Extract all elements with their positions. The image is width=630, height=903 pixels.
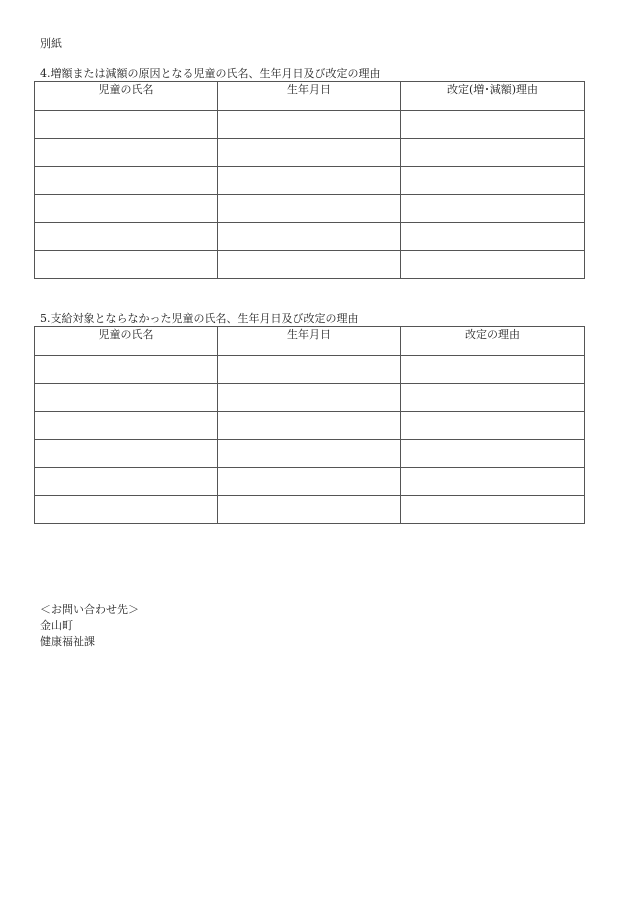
- child-name-cell: [35, 111, 218, 139]
- child-name-cell: [35, 384, 218, 412]
- birthdate-cell: [218, 384, 401, 412]
- table-row: [35, 223, 585, 251]
- birthdate-cell: [218, 223, 401, 251]
- child-name-cell: [35, 139, 218, 167]
- table-row: [35, 167, 585, 195]
- table-row: [35, 111, 585, 139]
- section-4-rows: [35, 111, 585, 279]
- child-name-cell: [35, 412, 218, 440]
- birthdate-cell: [218, 195, 401, 223]
- reason-cell: [401, 496, 585, 524]
- page-label: 別紙: [40, 37, 62, 50]
- child-name-cell: [35, 440, 218, 468]
- reason-cell: [401, 111, 585, 139]
- contact-block: [40, 602, 139, 650]
- reason-cell: [401, 356, 585, 384]
- section-4-table: [34, 81, 585, 279]
- table-row: [35, 468, 585, 496]
- reason-cell: [401, 440, 585, 468]
- birthdate-cell: [218, 468, 401, 496]
- table-header-row: [35, 327, 585, 356]
- reason-cell: [401, 384, 585, 412]
- column-header-birthdate: 生年月日: [218, 327, 401, 356]
- birthdate-cell: [218, 251, 401, 279]
- table-row: [35, 139, 585, 167]
- column-header-reason: 改定の理由: [401, 327, 585, 356]
- section-5-table: [34, 326, 585, 524]
- table-header-row: [35, 82, 585, 111]
- table-row: [35, 412, 585, 440]
- child-name-cell: [35, 167, 218, 195]
- section-5-rows: [35, 356, 585, 524]
- column-header-birthdate: 生年月日: [218, 82, 401, 111]
- contact-department: 健康福祉課: [40, 635, 95, 648]
- section-5-title: 5.支給対象とならなかった児童の氏名、生年月日及び改定の理由: [40, 312, 359, 325]
- table-row: [35, 356, 585, 384]
- birthdate-cell: [218, 496, 401, 524]
- birthdate-cell: [218, 139, 401, 167]
- contact-town: 金山町: [40, 619, 73, 632]
- child-name-cell: [35, 468, 218, 496]
- child-name-cell: [35, 356, 218, 384]
- reason-cell: [401, 412, 585, 440]
- birthdate-cell: [218, 412, 401, 440]
- child-name-cell: [35, 251, 218, 279]
- reason-cell: [401, 139, 585, 167]
- reason-cell: [401, 251, 585, 279]
- reason-cell: [401, 468, 585, 496]
- table-row: [35, 195, 585, 223]
- birthdate-cell: [218, 356, 401, 384]
- table-row: [35, 496, 585, 524]
- column-header-reason: 改定(増･減額)理由: [401, 82, 585, 111]
- child-name-cell: [35, 223, 218, 251]
- reason-cell: [401, 223, 585, 251]
- reason-cell: [401, 167, 585, 195]
- birthdate-cell: [218, 111, 401, 139]
- contact-heading: ＜お問い合わせ先＞: [40, 603, 139, 616]
- birthdate-cell: [218, 167, 401, 195]
- child-name-cell: [35, 496, 218, 524]
- table-row: [35, 384, 585, 412]
- child-name-cell: [35, 195, 218, 223]
- column-header-child-name: 児童の氏名: [35, 327, 218, 356]
- reason-cell: [401, 195, 585, 223]
- section-4-title: 4.増額または減額の原因となる児童の氏名、生年月日及び改定の理由: [40, 67, 381, 80]
- table-row: [35, 440, 585, 468]
- birthdate-cell: [218, 440, 401, 468]
- column-header-child-name: 児童の氏名: [35, 82, 218, 111]
- table-row: [35, 251, 585, 279]
